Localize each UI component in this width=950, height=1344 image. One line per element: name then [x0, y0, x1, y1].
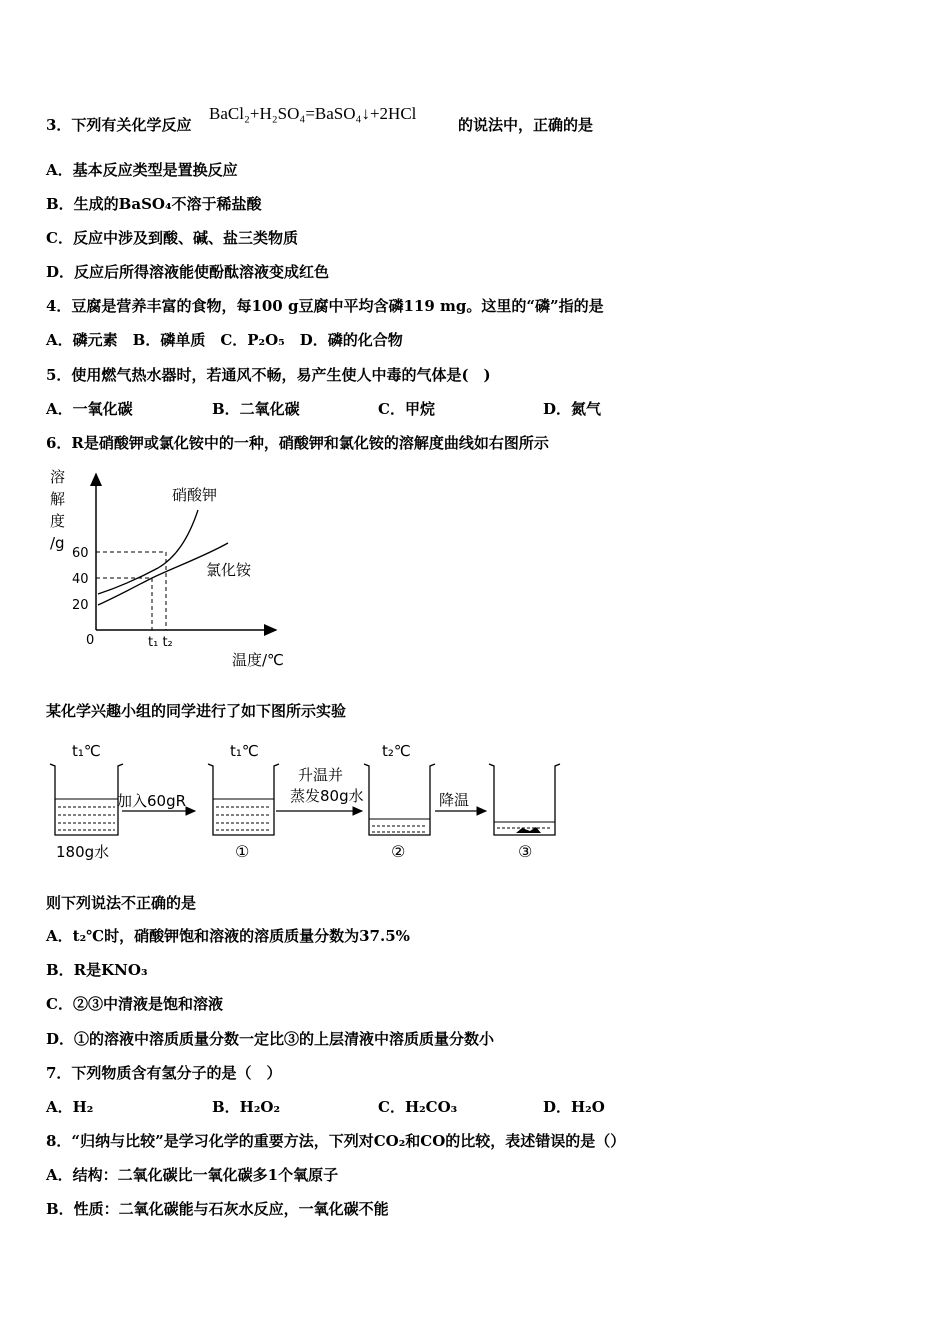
y-label-1: 溶	[50, 468, 66, 486]
q7-option-d: D．H₂O	[543, 1098, 605, 1116]
beaker-0	[50, 764, 123, 835]
q5-stem: 5．使用燃气热水器时，若通风不畅，易产生使人中毒的气体是( )	[46, 366, 491, 384]
origin-label: 0	[86, 633, 95, 648]
x-tick-t1t2: t₁ t₂	[148, 635, 173, 650]
beaker-3	[489, 764, 560, 835]
q3-stem-suffix: 的说法中，正确的是	[458, 116, 594, 134]
q6-option-b: B．R是KNO₃	[46, 961, 148, 979]
q3-option-b: B．生成的BaSO₄不溶于稀盐酸	[46, 195, 262, 213]
q5-option-d: D．氮气	[543, 400, 602, 418]
beaker-2-label: ②	[391, 842, 406, 861]
q5-option-b: B．二氧化碳	[212, 400, 300, 418]
solubility-graph	[40, 460, 310, 675]
q7-option-b: B．H₂O₂	[212, 1098, 281, 1116]
kno3-label: 硝酸钾	[172, 486, 218, 504]
y-tick-20: 20	[72, 598, 89, 613]
beaker-1	[208, 764, 279, 835]
y-label-3: 度	[50, 512, 66, 530]
q6-option-a: A．t₂℃时，硝酸钾饱和溶液的溶质质量分数为37.5%	[46, 927, 410, 945]
q4-options: A．磷元素 B．磷单质 C．P₂O₅ D．磷的化合物	[46, 331, 403, 349]
q8-option-b: B．性质：二氧化碳能与石灰水反应，一氧化碳不能	[46, 1200, 389, 1218]
nh4cl-label: 氯化铵	[206, 561, 252, 579]
beaker-1-temp: t₁℃	[230, 742, 259, 760]
beaker-2-temp: t₂℃	[382, 742, 411, 760]
q5-option-a: A．一氧化碳	[46, 400, 133, 418]
q3-stem	[46, 115, 191, 135]
q3-option-d: D．反应后所得溶液能使酚酞溶液变成红色	[46, 263, 330, 281]
beaker-0-temp: t₁℃	[72, 742, 101, 760]
q8-stem: 8．“归纳与比较”是学习化学的重要方法，下列对CO₂和CO的比较，表述错误的是（）	[46, 1132, 626, 1150]
q3-option-a: A．基本反应类型是置换反应	[46, 161, 238, 179]
step-2-label-1: 升温并	[298, 766, 344, 784]
q3-stem-prefix: 3．下列有关化学反应	[46, 116, 192, 134]
q8-option-a: A．结构：二氧化碳比一氧化碳多1个氧原子	[46, 1166, 339, 1184]
experiment-diagram	[44, 735, 564, 870]
x-label: 温度/℃	[232, 651, 284, 669]
q3-option-c: C．反应中涉及到酸、碱、盐三类物质	[46, 229, 298, 247]
q6-stem: 6．R是硝酸钾或氯化铵中的一种，硝酸钾和氯化铵的溶解度曲线如右图所示	[46, 434, 549, 452]
y-tick-40: 40	[72, 572, 89, 587]
q3-equation: BaCl₂+H₂SO₄=BaSO₄↓+2HCl	[209, 104, 417, 123]
q6-question: 则下列说法不正确的是	[46, 894, 197, 912]
q5-option-c: C．甲烷	[378, 400, 435, 418]
q7-option-a: A．H₂	[46, 1098, 94, 1116]
y-tick-60: 60	[72, 546, 89, 561]
beaker-3-label: ③	[518, 842, 533, 861]
step-3-label: 降温	[439, 791, 470, 809]
beaker-1-label: ①	[235, 842, 250, 861]
q6-option-c: C．②③中清液是饱和溶液	[46, 995, 223, 1013]
step-2-label-2: 蒸发80g水	[290, 787, 364, 805]
q6-option-d: D．①的溶液中溶质质量分数一定比③的上层清液中溶质质量分数小	[46, 1030, 495, 1048]
q7-stem: 7．下列物质含有氢分子的是（ ）	[46, 1064, 282, 1082]
y-label-4: /g	[50, 534, 65, 552]
beaker-2	[364, 764, 435, 835]
beaker-0-label: 180g水	[56, 843, 110, 861]
q7-option-c: C．H₂CO₃	[378, 1098, 458, 1116]
step-1-label: 加入60gR	[117, 792, 187, 810]
q4-stem: 4．豆腐是营养丰富的食物，每100 g豆腐中平均含磷119 mg。这里的“磷”指的是	[46, 297, 604, 315]
y-label-2: 解	[50, 490, 66, 508]
q6-experiment-intro: 某化学兴趣小组的同学进行了如下图所示实验	[46, 702, 347, 720]
